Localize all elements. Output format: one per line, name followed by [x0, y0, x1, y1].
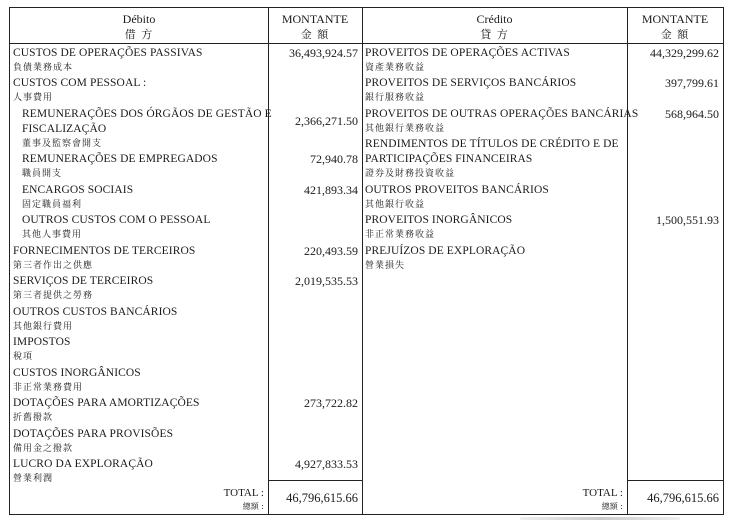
- debit-item-label: CUSTOS DE OPERAÇÕES PASSIVAS: [13, 47, 203, 59]
- column-divider: [268, 8, 269, 514]
- credit-item-label-zh: 證券及財務投資收益: [365, 169, 456, 179]
- credit-item-label: RENDIMENTOS DE TÍTULOS DE CRÉDITO E DE: [365, 138, 619, 150]
- debit-item-label-zh: 負債業務成本: [13, 63, 74, 73]
- debit-item-label: SERVIÇOS DE TERCEIROS: [13, 275, 154, 287]
- credit-item-label-zh: 非正常業務收益: [365, 230, 436, 240]
- debit-item-label: OUTROS CUSTOS BANCÁRIOS: [13, 306, 178, 318]
- debit-item-label: DOTAÇÕES PARA PROVISÕES: [13, 428, 174, 440]
- debit-amount: 273,722.82: [304, 396, 358, 410]
- debit-item-label-zh: 稅項: [13, 352, 34, 362]
- debit-amount-title-zh: 金 額: [300, 28, 330, 41]
- debit-item-label-zh: 董事及監察會開支: [22, 139, 103, 149]
- credit-title-zh: 貸 方: [480, 28, 509, 41]
- credit-item-label-zh: 其他銀行業務收益: [365, 124, 446, 134]
- debit-item-label: DOTAÇÕES PARA AMORTIZAÇÕES: [13, 397, 200, 409]
- debit-item-label-zh: 人事費用: [13, 93, 54, 103]
- debit-amount: 421,893.34: [304, 183, 358, 197]
- total-divider: [627, 480, 723, 481]
- credit-total-label-zh: 總額 :: [601, 502, 623, 511]
- debit-header: [10, 12, 268, 42]
- scan-artifact: [520, 517, 680, 520]
- debit-total-label: TOTAL :: [223, 487, 264, 499]
- debit-amount: 2,366,271.50: [295, 114, 358, 128]
- credit-item-label-zh: 資產業務收益: [365, 63, 426, 73]
- debit-item-label-zh: 職員開支: [22, 169, 63, 179]
- debit-item-label: CUSTOS COM PESSOAL :: [13, 77, 147, 89]
- credit-total-label: TOTAL :: [582, 487, 623, 499]
- debit-item-label-zh: 折舊撥款: [13, 413, 54, 423]
- total-divider: [268, 480, 362, 481]
- debit-item-label: FORNECIMENTOS DE TERCEIROS: [13, 245, 196, 257]
- credit-amount: 1,500,551.93: [656, 213, 719, 227]
- credit-amount-title-zh: 金 額: [660, 28, 690, 41]
- credit-item-label: OUTROS PROVEITOS BANCÁRIOS: [365, 184, 549, 196]
- credit-title: Crédito: [476, 12, 513, 26]
- debit-item-label: LUCRO DA EXPLORAÇÃO: [13, 458, 153, 470]
- debit-item-label-zh: 第三者作出之供應: [13, 261, 94, 271]
- credit-total-amount: 46,796,615.66: [647, 491, 719, 505]
- credit-item-label: PREJUÍZOS DE EXPLORAÇÃO: [365, 245, 526, 257]
- debit-item-label-zh: 其他銀行費用: [13, 322, 74, 332]
- debit-item-label: FISCALIZAÇÃO: [22, 123, 107, 135]
- debit-total-label-zh: 總額 :: [242, 502, 264, 511]
- credit-amount-header: [627, 12, 723, 42]
- debit-item-label-zh: 備用金之撥款: [13, 444, 74, 454]
- credit-item-label: PROVEITOS DE OPERAÇÕES ACTIVAS: [365, 47, 570, 59]
- credit-amount-title: MONTANTE: [641, 12, 709, 26]
- credit-amount: 397,799.61: [665, 76, 719, 90]
- credit-item-label: PROVEITOS DE SERVIÇOS BANCÁRIOS: [365, 77, 577, 89]
- debit-item-label: ENCARGOS SOCIAIS: [22, 184, 134, 196]
- credit-item-label: PROVEITOS DE OUTRAS OPERAÇÕES BANCÁRIAS: [365, 108, 639, 120]
- debit-item-label: REMUNERAÇÕES DOS ÓRGÃOS DE GESTÃO E: [22, 108, 272, 120]
- column-divider: [362, 8, 363, 514]
- debit-item-label-zh: 固定職員福利: [22, 200, 83, 210]
- debit-amount: 36,493,924.57: [289, 46, 358, 60]
- credit-amount: 44,329,299.62: [650, 46, 719, 60]
- credit-amount: 568,964.50: [665, 107, 719, 121]
- debit-item-label-zh: 第三者提供之勞務: [13, 291, 94, 301]
- debit-item-label: REMUNERAÇÕES DE EMPREGADOS: [22, 153, 218, 165]
- debit-amount-header: [268, 12, 362, 42]
- header-divider: [10, 43, 723, 44]
- debit-item-label-zh: 非正常業務費用: [13, 383, 84, 393]
- debit-title-zh: 借 方: [124, 28, 154, 41]
- debit-item-label: CUSTOS INORGÂNICOS: [13, 367, 141, 379]
- debit-amount-title: MONTANTE: [281, 12, 349, 26]
- debit-item-label: IMPOSTOS: [13, 336, 71, 348]
- debit-total-amount: 46,796,615.66: [286, 491, 358, 505]
- credit-item-label: PARTICIPAÇÕES FINANCEIRAS: [365, 153, 533, 165]
- debit-item-label-zh: 營業利潤: [13, 474, 54, 484]
- debit-amount: 72,940.78: [310, 152, 358, 166]
- debit-amount: 4,927,833.53: [295, 457, 358, 471]
- debit-title: Débito: [122, 12, 156, 26]
- credit-item-label: PROVEITOS INORGÂNICOS: [365, 214, 513, 226]
- debit-amount: 2,019,535.53: [295, 274, 358, 288]
- credit-item-label-zh: 銀行服務收益: [365, 93, 426, 103]
- debit-item-label: OUTROS CUSTOS COM O PESSOAL: [22, 214, 211, 226]
- credit-item-label-zh: 營業損失: [365, 261, 406, 271]
- credit-header: [362, 12, 627, 42]
- profit-loss-statement: [9, 7, 724, 515]
- debit-item-label-zh: 其他人事費用: [22, 230, 83, 240]
- credit-item-label-zh: 其他銀行收益: [365, 200, 426, 210]
- debit-amount: 220,493.59: [304, 244, 358, 258]
